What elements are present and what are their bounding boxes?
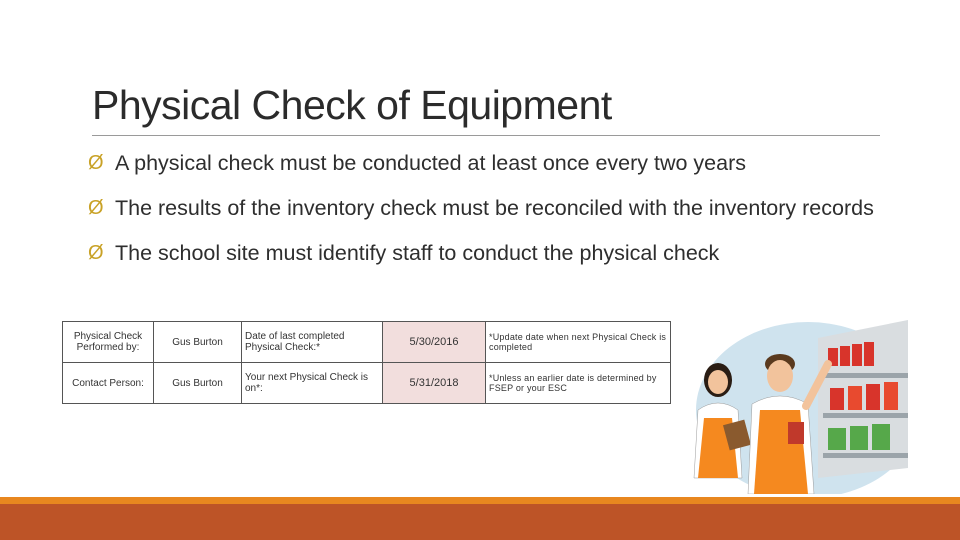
next-check-label: Your next Physical Check is on*: <box>242 363 383 404</box>
bullet-list <box>88 150 888 285</box>
last-check-date: 5/30/2016 <box>383 322 486 363</box>
arrow-bullet-icon: Ø <box>88 197 104 219</box>
next-check-note: *Unless an earlier date is determined by FSEP or your ESC <box>486 363 671 404</box>
grocery-workers-illustration <box>668 318 908 494</box>
accent-bar <box>0 497 960 504</box>
next-check-date: 5/31/2018 <box>383 363 486 404</box>
bullet-item <box>88 240 888 267</box>
bullet-text: A physical check must be conducted at least once every two years <box>115 151 746 175</box>
arrow-bullet-icon: Ø <box>88 242 104 264</box>
last-check-note: *Update date when next Physical Check is completed <box>486 322 671 363</box>
contact-person-name: Gus Burton <box>154 363 242 404</box>
contact-person-label: Contact Person: <box>63 363 154 404</box>
bullet-text: The results of the inventory check must be reconciled with the inventory records <box>115 196 874 220</box>
performed-by-name: Gus Burton <box>154 322 242 363</box>
footer-bar <box>0 504 960 540</box>
bullet-item <box>88 195 888 222</box>
slide-title: Physical Check of Equipment <box>92 82 612 128</box>
table-row <box>63 363 671 404</box>
title-divider <box>92 135 880 136</box>
arrow-bullet-icon: Ø <box>88 152 104 174</box>
table-row <box>63 322 671 363</box>
physical-check-table <box>62 321 671 404</box>
shelves-icon <box>818 320 908 478</box>
bullet-item <box>88 150 888 177</box>
bullet-text: The school site must identify staff to conduct the physical check <box>115 241 720 265</box>
last-check-label: Date of last completed Physical Check:* <box>242 322 383 363</box>
performed-by-label: Physical Check Performed by: <box>63 322 154 363</box>
